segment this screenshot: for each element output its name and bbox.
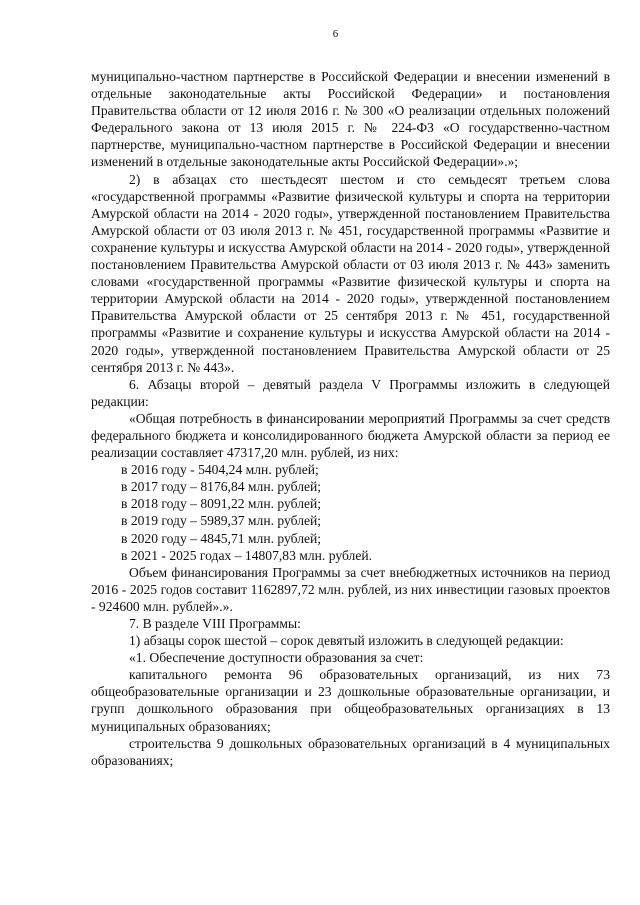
paragraph-item-2: 2) в абзацах сто шестьдесят шестом и сто семьдесят третьем слова «государственной программы «Развитие физической культуры и спорта на территории Амурской области на 2014 - 2020 годы», утвержденной постановлением Правительства Амурской области от 03 июля 2013 г. № 451, государственной программы «Развитие и сохранение культуры и искусства Амурской области на 2014 - 2020 годы», утвержденной постановлением Правительства Амурской области от 03 июля 2013 г. № 443» заменить словами «государственной программы «Развитие физической культуры и спорта на территории Амурской области на 2014 - 2020 годы», утвержденной постановлением Правительства Амурской области от 25 сентября 2013 г. № 451, государственной программы «Развитие и сохранение культуры и искусства Амурской области на 2014 - 2020 годы», утвержденной постановлением Правительства Амурской области от 25 сентября 2013 г. № 443». [91,171,610,375]
paragraph-construction: строительства 9 дошкольных образовательных организаций в 4 муниципальных образованиях; [91,735,610,768]
list-item: в 2020 году – 4845,71 млн. рублей; [121,530,322,546]
document-body [91,68,610,769]
page-number: 6 [332,28,339,40]
paragraph-continuation: муниципально-частном партнерстве в Российской Федерации и внесении изменений в отдельные законодательные акты Российской Федерации» и постановления Правительства области от 12 июля 2016 г. № 300 «О реализации отдельных положений Федерального закона от 13 июля 2015 г. № 224-ФЗ «О государственно-частном партнерстве, муниципально-частном партнерстве в Российской Федерации и внесении изменений в отдельные законодательные акты Российской Федерации».»; [91,69,610,170]
paragraph-item-6: 6. Абзацы второй – девятый раздела V Программы изложить в следующей редакции: [91,376,610,409]
list-item: в 2019 году – 5989,37 млн. рублей; [121,513,322,529]
paragraph-financing-total: «Общая потребность в финансировании мероприятий Программы за счет средств федерального бюджета и консолидированного бюджета Амурской области за период ее реализации составляет 47317,20 млн. рублей, из них: [91,410,610,461]
yearly-amounts-list [91,461,610,564]
list-item: в 2017 году – 8176,84 млн. рублей; [121,479,322,495]
paragraph-capital-repair: капитального ремонта 96 образовательных организаций, из них 73 общеобразовательные организации и 23 дошкольные образовательные организации, и групп дошкольного образования при общеобразовательных организациях в 13 муниципальных образованиях; [91,667,610,734]
list-item: в 2021 - 2025 годах – 14807,83 млн. рублей. [121,547,373,563]
list-item: в 2016 году - 5404,24 млн. рублей; [121,462,319,478]
paragraph-extrabudget: Объем финансирования Программы за счет внебюджетных источников на период 2016 - 2025 годов составит 1162897,72 млн. рублей, из них инвестиции газовых проектов - 924600 млн. рублей».». [91,564,610,614]
paragraph-education-access: «1. Обеспечение доступности образования за счет: [129,650,424,666]
list-item: в 2018 году – 8091,22 млн. рублей; [121,496,322,512]
paragraph-item-7: 7. В разделе VIII Программы: [129,616,301,631]
paragraph-item-7-1: 1) абзацы сорок шестой – сорок девятый изложить в следующей редакции: [129,633,564,649]
